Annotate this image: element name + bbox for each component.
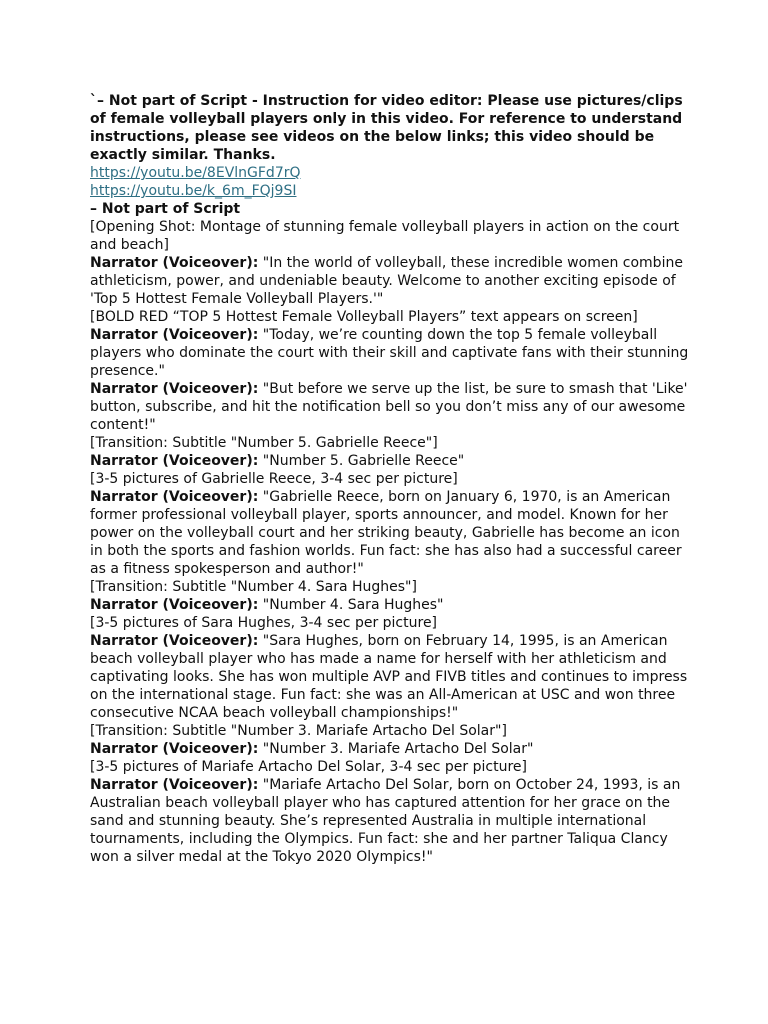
pictures-direction: [3-5 pictures of Sara Hughes, 3-4 sec per picture] [90, 615, 438, 631]
reference-link-2[interactable]: https://youtu.be/k_6m_FQj9SI [90, 183, 297, 199]
transition-direction: [Transition: Subtitle "Number 3. Mariafe Artacho Del Solar"] [90, 723, 507, 739]
pictures-direction: [3-5 pictures of Gabrielle Reece, 3-4 sec per picture] [90, 471, 458, 487]
instruction-end-note: – Not part of Script [90, 201, 241, 217]
narration-line [90, 596, 690, 614]
narration-line [90, 488, 690, 578]
document-body [90, 92, 690, 866]
reference-link-1[interactable]: https://youtu.be/8EVlnGFd7rQ [90, 165, 301, 181]
narration-text: "Mariafe Artacho Del Solar, born on October 24, 1993, is an Australian beach volleyball player who has captured attention for her grace on the sand and stunning beauty. She’s represented Australia in multiple international tournaments, including the Olympics. Fun fact: she and her partner Taliqua Clancy won a silver medal at the Tokyo 2020 Olympics!" [90, 777, 681, 865]
editor-instruction-block [90, 92, 690, 218]
speaker-label: Narrator (Voiceover): [90, 633, 259, 649]
editor-instruction: `– Not part of Script - Instruction for video editor: Please use pictures/clips of female volleyball players only in this video. For reference to understand instructions, please see videos on the below links; this video should be exactly similar. Thanks. [90, 93, 683, 163]
speaker-label: Narrator (Voiceover): [90, 777, 259, 793]
narration-line [90, 740, 690, 758]
narration-text: "In the world of volleyball, these incredible women combine athleticism, power, and undeniable beauty. Welcome to another exciting episode of 'Top 5 Hottest Female Volleyball Players.'" [90, 255, 683, 307]
speaker-label: Narrator (Voiceover): [90, 489, 259, 505]
narration-text: "Gabrielle Reece, born on January 6, 1970, is an American former professional volleyball player, sports announcer, and model. Known for her power on the volleyball court and her striking beauty, Gabrielle has become an icon in both the sports and fashion worlds. Fun fact: she has also had a successful career as a fitness spokesperson and author!" [90, 489, 682, 577]
speaker-label: Narrator (Voiceover): [90, 381, 259, 397]
transition-direction: [Transition: Subtitle "Number 4. Sara Hughes"] [90, 579, 417, 595]
pictures-direction: [3-5 pictures of Mariafe Artacho Del Solar, 3-4 sec per picture] [90, 759, 527, 775]
title-card-direction: [BOLD RED “TOP 5 Hottest Female Volleyball Players” text appears on screen] [90, 309, 638, 325]
narration-text: "Today, we’re counting down the top 5 female volleyball players who dominate the court with their skill and captivate fans with their stunning presence." [90, 327, 689, 379]
speaker-label: Narrator (Voiceover): [90, 597, 259, 613]
intro-section [90, 218, 690, 434]
entry-number-5 [90, 434, 690, 578]
speaker-label: Narrator (Voiceover): [90, 741, 259, 757]
narration-text: "Number 5. Gabrielle Reece" [262, 453, 465, 469]
narration-line [90, 776, 690, 866]
narration-line [90, 452, 690, 470]
narration-text: "Number 4. Sara Hughes" [262, 597, 444, 613]
entry-number-3 [90, 722, 690, 866]
opening-shot: [Opening Shot: Montage of stunning female volleyball players in action on the court and beach] [90, 219, 680, 253]
narration-text: "Sara Hughes, born on February 14, 1995, is an American beach volleyball player who has made a name for herself with her athleticism and captivating looks. She has won multiple AVP and FIVB titles and continues to impress on the international stage. Fun fact: she was an All-American at USC and won three consecutive NCAA beach volleyball championships!" [90, 633, 688, 721]
narration-text: "Number 3. Mariafe Artacho Del Solar" [262, 741, 534, 757]
transition-direction: [Transition: Subtitle "Number 5. Gabrielle Reece"] [90, 435, 438, 451]
speaker-label: Narrator (Voiceover): [90, 327, 259, 343]
narration-line [90, 632, 690, 722]
entry-number-4 [90, 578, 690, 722]
narration-line [90, 254, 690, 308]
speaker-label: Narrator (Voiceover): [90, 453, 259, 469]
narration-text: "But before we serve up the list, be sure to smash that 'Like' button, subscribe, and hit the notification bell so you don’t miss any of our awesome content!" [90, 381, 688, 433]
narration-line [90, 326, 690, 380]
speaker-label: Narrator (Voiceover): [90, 255, 259, 271]
narration-line [90, 380, 690, 434]
